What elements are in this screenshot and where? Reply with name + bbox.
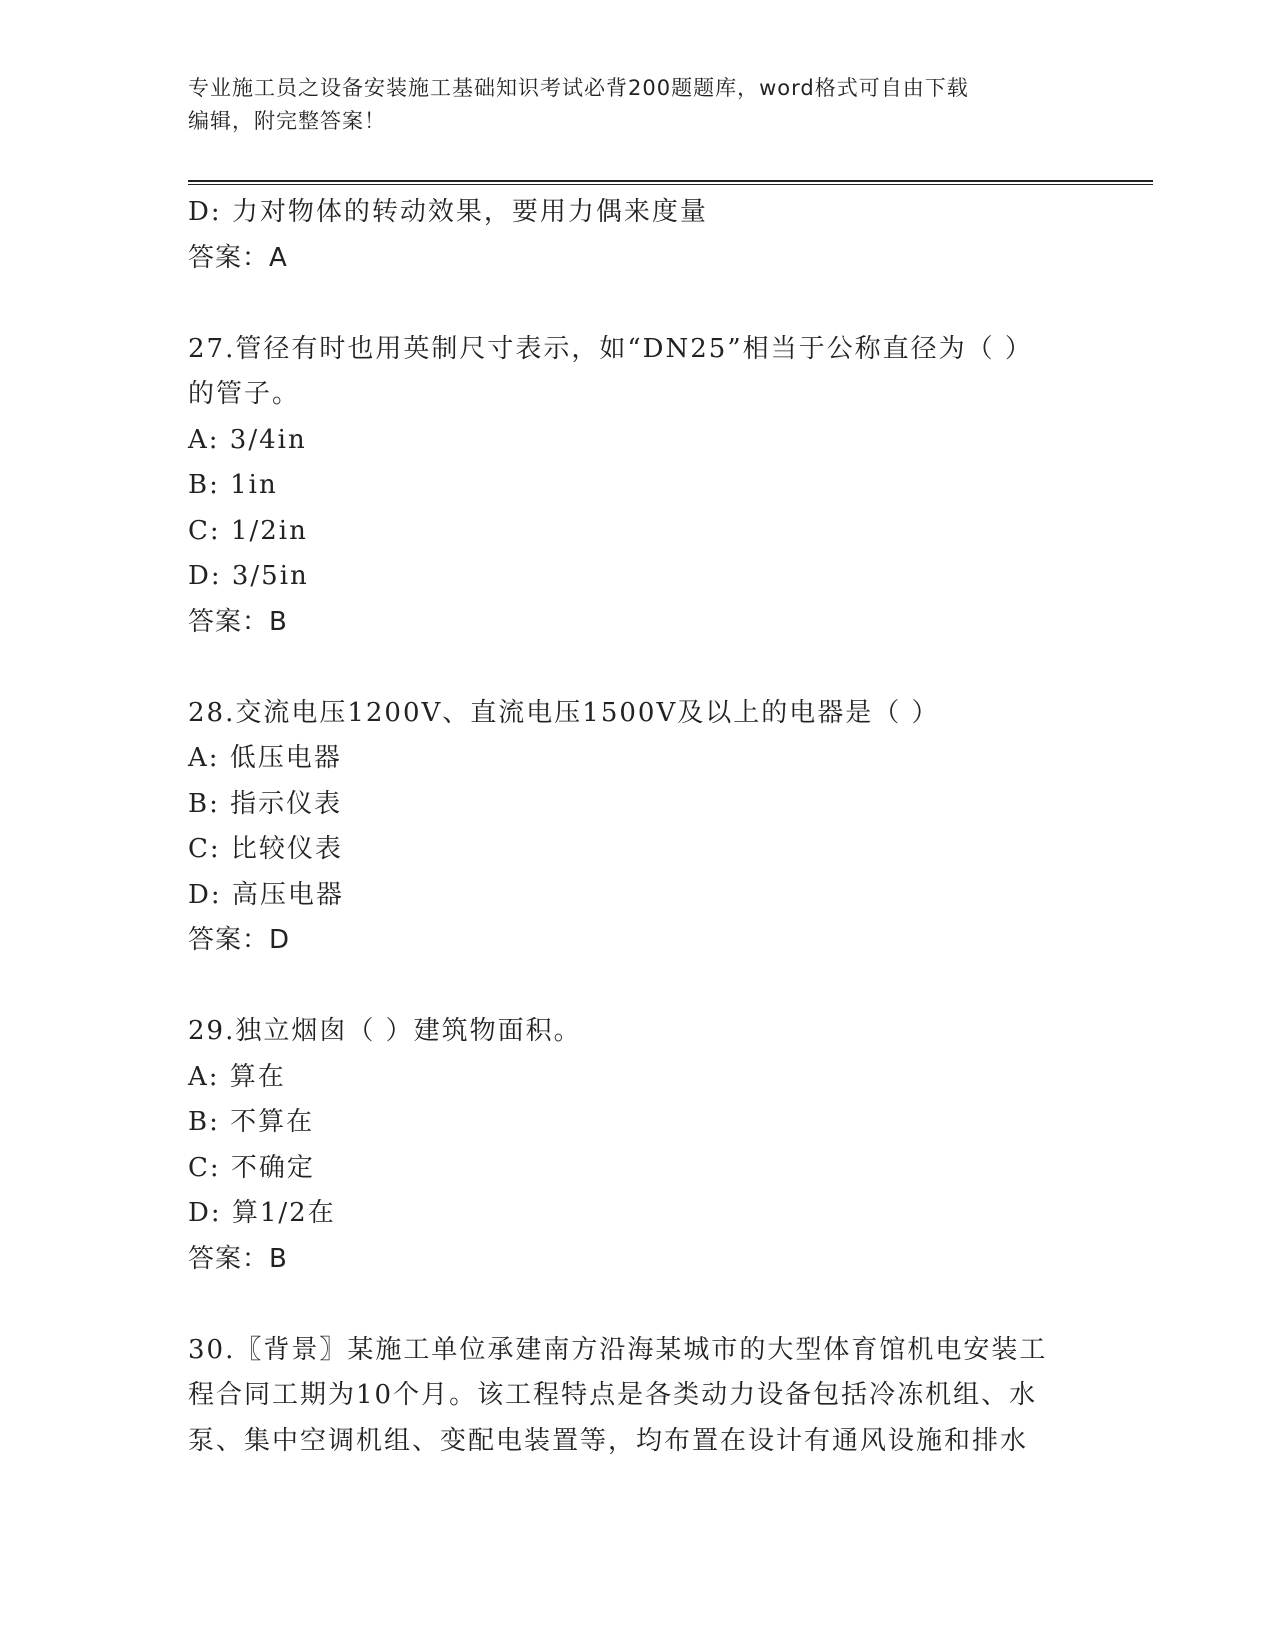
option-a: A: 低压电器 <box>188 743 342 773</box>
header-divider-thick <box>188 180 1153 182</box>
answer: 答案：D <box>188 925 291 955</box>
option-c: C: 1/2in <box>188 515 308 546</box>
option-b: B: 不算在 <box>188 1107 315 1137</box>
spacer <box>188 645 1088 691</box>
option-d: D: 3/5in <box>188 561 309 591</box>
question-stem: 29.独立烟囱（ ）建筑物面积。 <box>188 1016 582 1046</box>
header-divider-thin <box>188 184 1153 185</box>
header-line-2: 编辑，附完整答案！ <box>188 109 386 133</box>
question-content <box>188 190 1088 1464</box>
spacer <box>188 964 1088 1010</box>
option-d: D: 高压电器 <box>188 879 344 910</box>
question-27 <box>188 327 1088 646</box>
question-stem: 27.管径有时也用英制尺寸表示，如“DN25”相当于公称直径为（ ） <box>188 333 1033 364</box>
document-header <box>188 72 1088 138</box>
option-b: B: 指示仪表 <box>188 788 343 819</box>
spacer <box>188 1282 1088 1328</box>
question-30 <box>188 1328 1088 1465</box>
background-line-2: 程合同工期为10个月。该工程特点是各类动力设备包括冷冻机组、水 <box>188 1380 1038 1410</box>
option-a: A: 算在 <box>188 1061 286 1092</box>
answer: 答案：B <box>188 1243 288 1274</box>
header-line-1: 专业施工员之设备安装施工基础知识考试必背200题题库，word格式可自由下载 <box>188 76 969 100</box>
prev-option-d: D: 力对物体的转动效果，要用力偶来度量 <box>188 197 708 227</box>
question-28 <box>188 691 1088 964</box>
question-29 <box>188 1009 1088 1282</box>
option-b: B: 1in <box>188 470 278 500</box>
question-stem-continued: 的管子。 <box>188 379 301 409</box>
option-c: C: 不确定 <box>188 1152 315 1183</box>
prev-answer: 答案：A <box>188 242 288 273</box>
spacer <box>188 281 1088 327</box>
question-stem: 28.交流电压1200V、直流电压1500V及以上的电器是（ ） <box>188 697 940 728</box>
answer: 答案：B <box>188 606 288 637</box>
background-line-1: 30.〖背景〗某施工单位承建南方沿海某城市的大型体育馆机电安装工 <box>188 1334 1048 1365</box>
background-line-3: 泵、集中空调机组、变配电装置等，均布置在设计有通风设施和排水 <box>188 1425 1029 1456</box>
option-c: C: 比较仪表 <box>188 834 343 864</box>
option-a: A: 3/4in <box>188 424 307 455</box>
option-d: D: 算1/2在 <box>188 1198 336 1228</box>
